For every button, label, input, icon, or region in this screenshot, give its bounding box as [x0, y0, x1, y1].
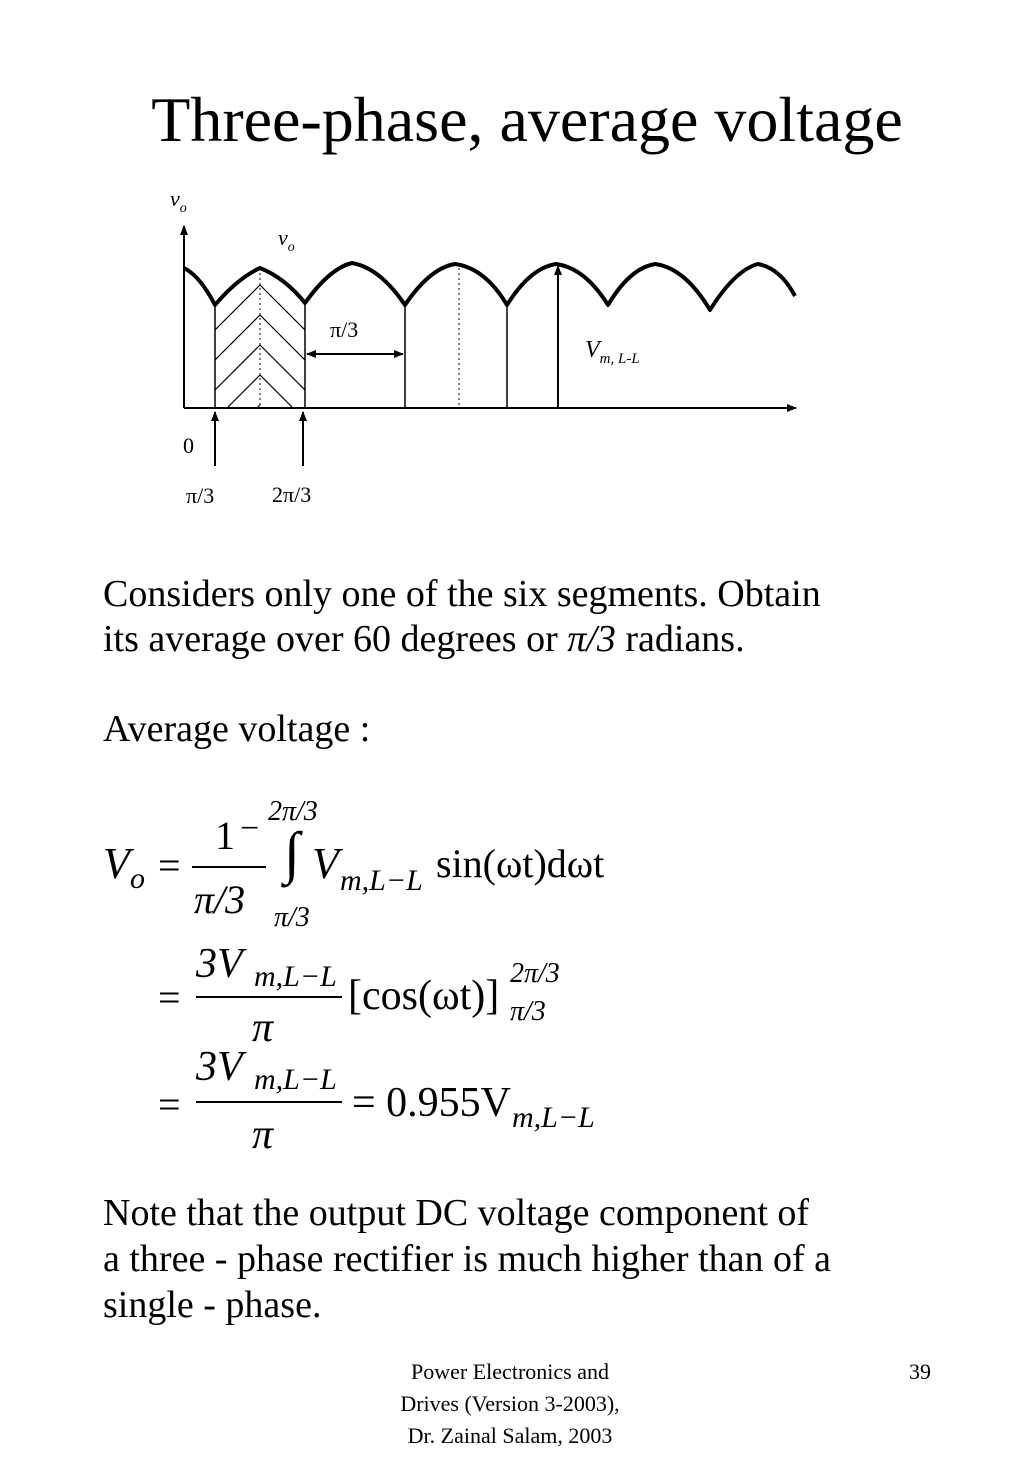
eq-row3-den: π — [252, 1112, 274, 1158]
origin-label: 0 — [183, 433, 194, 458]
eq-int-upper: 2π/3 — [268, 796, 318, 827]
rectified-waveform — [184, 263, 795, 310]
waveform-diagram — [0, 180, 1024, 520]
equation-row-2 — [0, 940, 700, 1060]
marker2-label: 2π/3 — [272, 482, 312, 507]
equation-row-1 — [0, 790, 700, 940]
eq-frac1-dash: − — [240, 810, 260, 847]
eq-row3-result: = 0.955V — [352, 1080, 512, 1126]
equation-row-3 — [0, 1043, 700, 1163]
intro-line-2 — [103, 617, 745, 662]
eq-row2-bracket: [cos(ωt)] — [348, 973, 500, 1019]
eq-lhs-sub: o — [130, 862, 145, 895]
eq-integrand-sub: m,L−L — [340, 864, 423, 897]
eq-row2-den: π — [252, 1005, 274, 1051]
note-line-2: a three - phase rectifier is much higher than of a — [103, 1238, 832, 1280]
marker1-label: π/3 — [186, 483, 215, 508]
peak-label: $V_{m, L-L}$ — [585, 337, 640, 367]
intro-pi-over-3: π/3 — [567, 618, 616, 660]
eq-integrand-rest: sin(ωt)dωt — [436, 841, 605, 886]
eq-row2-upper: 2π/3 — [510, 958, 560, 989]
hatched-segment — [215, 285, 310, 435]
eq-equals-3: = — [158, 1082, 181, 1127]
average-voltage-heading: Average voltage : — [103, 708, 371, 750]
eq-equals-2: = — [158, 975, 181, 1020]
interval-label: π/3 — [330, 317, 359, 342]
eq-row2-frac-line — [196, 996, 342, 998]
eq-row2-num: 3V — [196, 941, 243, 987]
footer-line-2: Drives (Version 3-2003), — [400, 1391, 620, 1416]
page-number: 39 — [909, 1359, 931, 1384]
eq-row3-num: 3V — [196, 1044, 243, 1090]
eq-row3-result-sub: m,L−L — [512, 1101, 595, 1134]
eq-lhs-V: V — [103, 839, 130, 888]
eq-row3-frac-line — [196, 1101, 342, 1103]
y-axis-label: $v_o$ — [170, 186, 187, 216]
slide-title: Three-phase, average voltage — [151, 84, 903, 155]
eq-integral-sign: ∫ — [284, 820, 300, 885]
eq-int-lower: π/3 — [274, 902, 310, 933]
eq-row3-num-sub: m,L−L — [254, 1063, 337, 1096]
intro-line-1: Considers only one of the six segments. Obtain — [103, 573, 821, 615]
intro-line-2-pre: its average over 60 degrees or — [103, 618, 568, 660]
eq-equals-1: = — [158, 843, 181, 888]
intro-line-2-post: radians. — [615, 618, 745, 660]
footer-line-3: Dr. Zainal Salam, 2003 — [407, 1423, 613, 1448]
footer-line-1: Power Electronics and — [411, 1359, 609, 1384]
footer-citation — [360, 1356, 660, 1452]
note-line-1: Note that the output DC voltage component of — [103, 1192, 810, 1234]
eq-frac1-den: π/3 — [194, 877, 246, 922]
eq-frac1-num: 1 — [215, 813, 235, 858]
eq-row2-num-sub: m,L−L — [254, 960, 337, 993]
eq-frac1-line — [192, 866, 266, 868]
note-line-3: single - phase. — [103, 1284, 322, 1326]
curve-label: $v_o$ — [278, 225, 295, 255]
eq-integrand-V: V — [312, 839, 339, 888]
eq-row2-lower: π/3 — [510, 996, 546, 1027]
